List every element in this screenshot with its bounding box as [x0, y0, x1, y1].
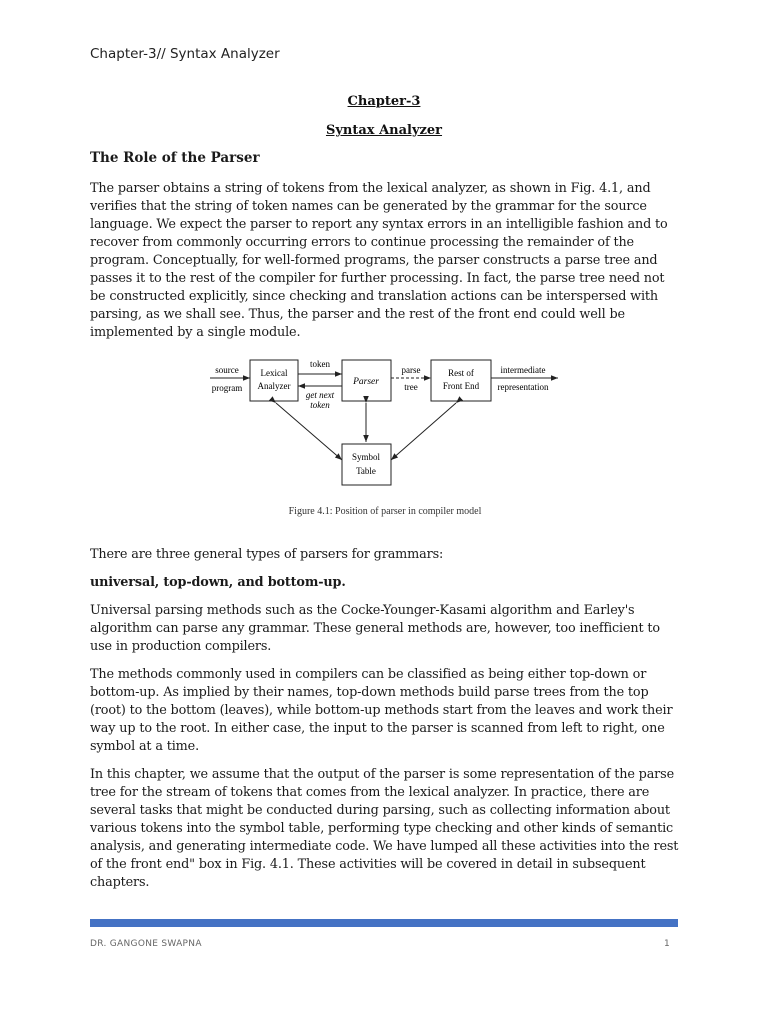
paragraph-top-down-bottom-up: The methods commonly used in compilers can be classified as being either top-down or bottom-up. As implied by their names, top-down methods build parse trees from the top (root) to the bottom (leaves), while bottom-up methods start from the leaves and work their way up to the root. In either case, the input to the parser is scanned from left to right, one symbol at a time. — [90, 667, 673, 754]
paragraph-universal-parsing: Universal parsing methods such as the Cocke-Younger-Kasami algorithm and Earley's algorithm can parse any grammar. These general methods are, however, too inefficient to use in production compilers. — [90, 603, 660, 654]
get-next-token-label: token — [310, 400, 330, 410]
chapter-title: Chapter-3 — [347, 94, 421, 109]
parse-label: parse — [401, 365, 421, 375]
running-header: Chapter-3// Syntax Analyzer — [90, 46, 280, 62]
paragraph-parser-types-intro: There are three general types of parsers for grammars: — [90, 547, 444, 562]
analyzer-label: Analyzer — [257, 381, 291, 391]
figure-caption: Figure 4.1: Position of parser in compiler model — [288, 506, 482, 517]
symbol-table-box — [342, 444, 391, 485]
rest-symbol-link — [391, 403, 456, 460]
figure-compiler-model — [200, 350, 570, 530]
section-heading: The Role of the Parser — [90, 150, 260, 166]
symbol-label: Symbol — [351, 452, 381, 462]
paragraph-parser-types-bold: universal, top-down, and bottom-up. — [90, 575, 346, 590]
footer-author: DR. GANGONE SWAPNA — [90, 939, 202, 949]
lexical-label: Lexical — [260, 368, 288, 378]
paragraph-chapter-assumption: In this chapter, we assume that the output of the parser is some representation of the parse tree for the stream of tokens that comes from the lexical analyzer. In practice, there are several tasks that might be conducted during parsing, such as collecting information about various tokens into the symbol table, performing type checking and other kinds of semantic analysis, and generating intermediate code. We have lumped all these activities into the rest of the front end" box in Fig. 4.1. These activities will be covered in detail in subsequent chapters. — [90, 767, 679, 890]
parser-label: Parser — [353, 377, 379, 387]
representation-label: representation — [497, 382, 549, 392]
page-number: 1 — [664, 939, 670, 949]
lexical-symbol-link — [276, 403, 342, 460]
paragraph-role-of-parser: The parser obtains a string of tokens from the lexical analyzer, as shown in Fig. 4.1, and verifies that the string of token names can be generated by the grammar for the source language. We expect the parser to report any syntax errors in an intelligible fashion and to recover from commonly occurring errors to continue processing the remainder of the program. Conceptually, for well-formed programs, the parser constructs a parse tree and passes it to the rest of the compiler for further processing. In fact, the parse tree need not be constructed explicitly, since checking and translation actions can be interspersed with parsing, as we shall see. Thus, the parser and the rest of the front end could well be implemented by a single module. — [90, 181, 668, 340]
diagram — [200, 350, 570, 530]
table-label: Table — [356, 466, 376, 476]
intermediate-label: intermediate — [500, 365, 546, 375]
token-label: token — [310, 359, 330, 369]
rest-of-label: Rest of — [448, 368, 474, 378]
front-end-label: Front End — [442, 381, 480, 391]
program-label: program — [211, 383, 243, 393]
footer-rule — [90, 919, 678, 927]
source-label: source — [215, 365, 239, 375]
chapter-subtitle: Syntax Analyzer — [325, 123, 443, 138]
tree-label: tree — [404, 382, 418, 392]
get-next-label: get next — [305, 390, 335, 400]
